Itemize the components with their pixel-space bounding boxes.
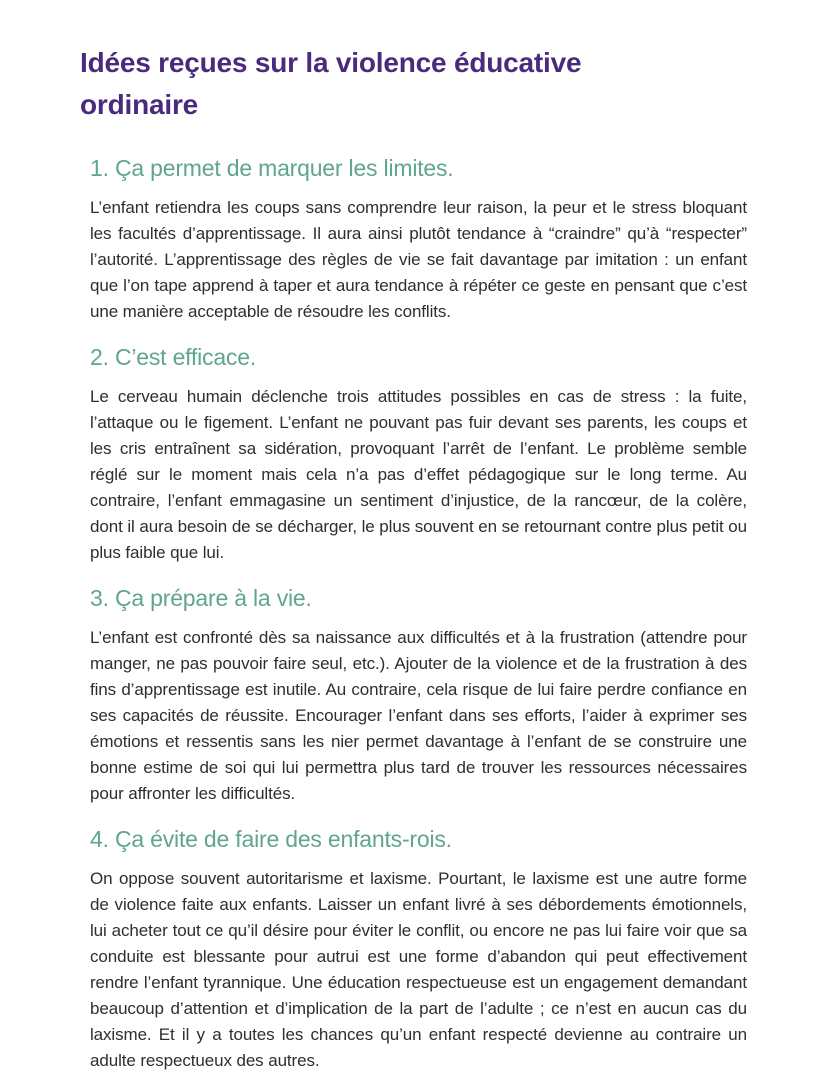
section-4-heading: 4. Ça évite de faire des enfants-rois. <box>90 826 452 852</box>
section-marquer-les-limites <box>90 154 747 325</box>
section-4-paragraph: On oppose souvent autoritarisme et laxisme. Pourtant, le laxisme est une autre forme de violence faite aux enfants. Laisser un enfant livré à ses débordements émotionnels, lui acheter tout ce qu’il désire pour éviter le conflit, ou encore ne pas lui faire voir que sa conduite est blessante pour autrui est une forme d’abandon qui peut effectivement rendre l’enfant tyrannique. Une éducation respectueuse est un engagement demandant beaucoup d’attention et d’implication de la part de l’adulte ; ce n’est en aucun cas du laxisme. Et il y a toutes les chances qu’un enfant respecté devienne au contraire un adulte respectueux des autres. <box>90 869 747 1070</box>
section-enfants-rois <box>90 825 747 1072</box>
section-cest-efficace <box>90 343 747 566</box>
section-2-paragraph: Le cerveau humain déclenche trois attitudes possibles en cas de stress : la fuite, l’attaque ou le figement. L’enfant ne pouvant pas fuir devant ses parents, les coups et les cris entraînent sa sidération, provoquant l’arrêt de l’enfant. Le problème semble réglé sur le moment mais cela n’a pas d’effet pédagogique sur le long terme. Au contraire, l’enfant emmagasine un sentiment d’injustice, de la rancœur, de la colère, dont il aura besoin de se décharger, le plus souvent en se retournant contre plus petit ou plus faible que lui. <box>90 387 747 562</box>
section-3-paragraph: L’enfant est confronté dès sa naissance aux difficultés et à la frustration (attendre pour manger, ne pas pouvoir faire seul, etc.). Ajouter de la violence et de la frustration à des fins d’apprentissage est inutile. Au contraire, cela risque de lui faire perdre confiance en ses capacités de réussite. Encourager l’enfant dans ses efforts, l’aider à exprimer ses émotions et ressentis sans les nier permet davantage à l’enfant de se construire une bonne estime de soi qui lui permettra plus tard de trouver les ressources nécessaires pour affronter les difficultés. <box>90 628 747 803</box>
section-3-heading: 3. Ça prépare à la vie. <box>90 585 312 611</box>
section-prepare-a-la-vie <box>90 584 747 807</box>
page-title: Idées reçues sur la violence éducative ordinaire <box>80 47 582 120</box>
section-2-heading: 2. C’est efficace. <box>90 344 257 370</box>
section-1-heading: 1. Ça permet de marquer les limites. <box>90 155 454 181</box>
section-1-paragraph: L’enfant retiendra les coups sans comprendre leur raison, la peur et le stress bloquant les facultés d’apprentissage. Il aura ainsi plutôt tendance à “craindre” qu’à “respecter” l’autorité. L’apprentissage des règles de vie se fait davantage par imitation : un enfant que l’on tape apprend à taper et aura tendance à répéter ce geste en pensant que c’est une manière acceptable de résoudre les conflits. <box>90 198 747 321</box>
